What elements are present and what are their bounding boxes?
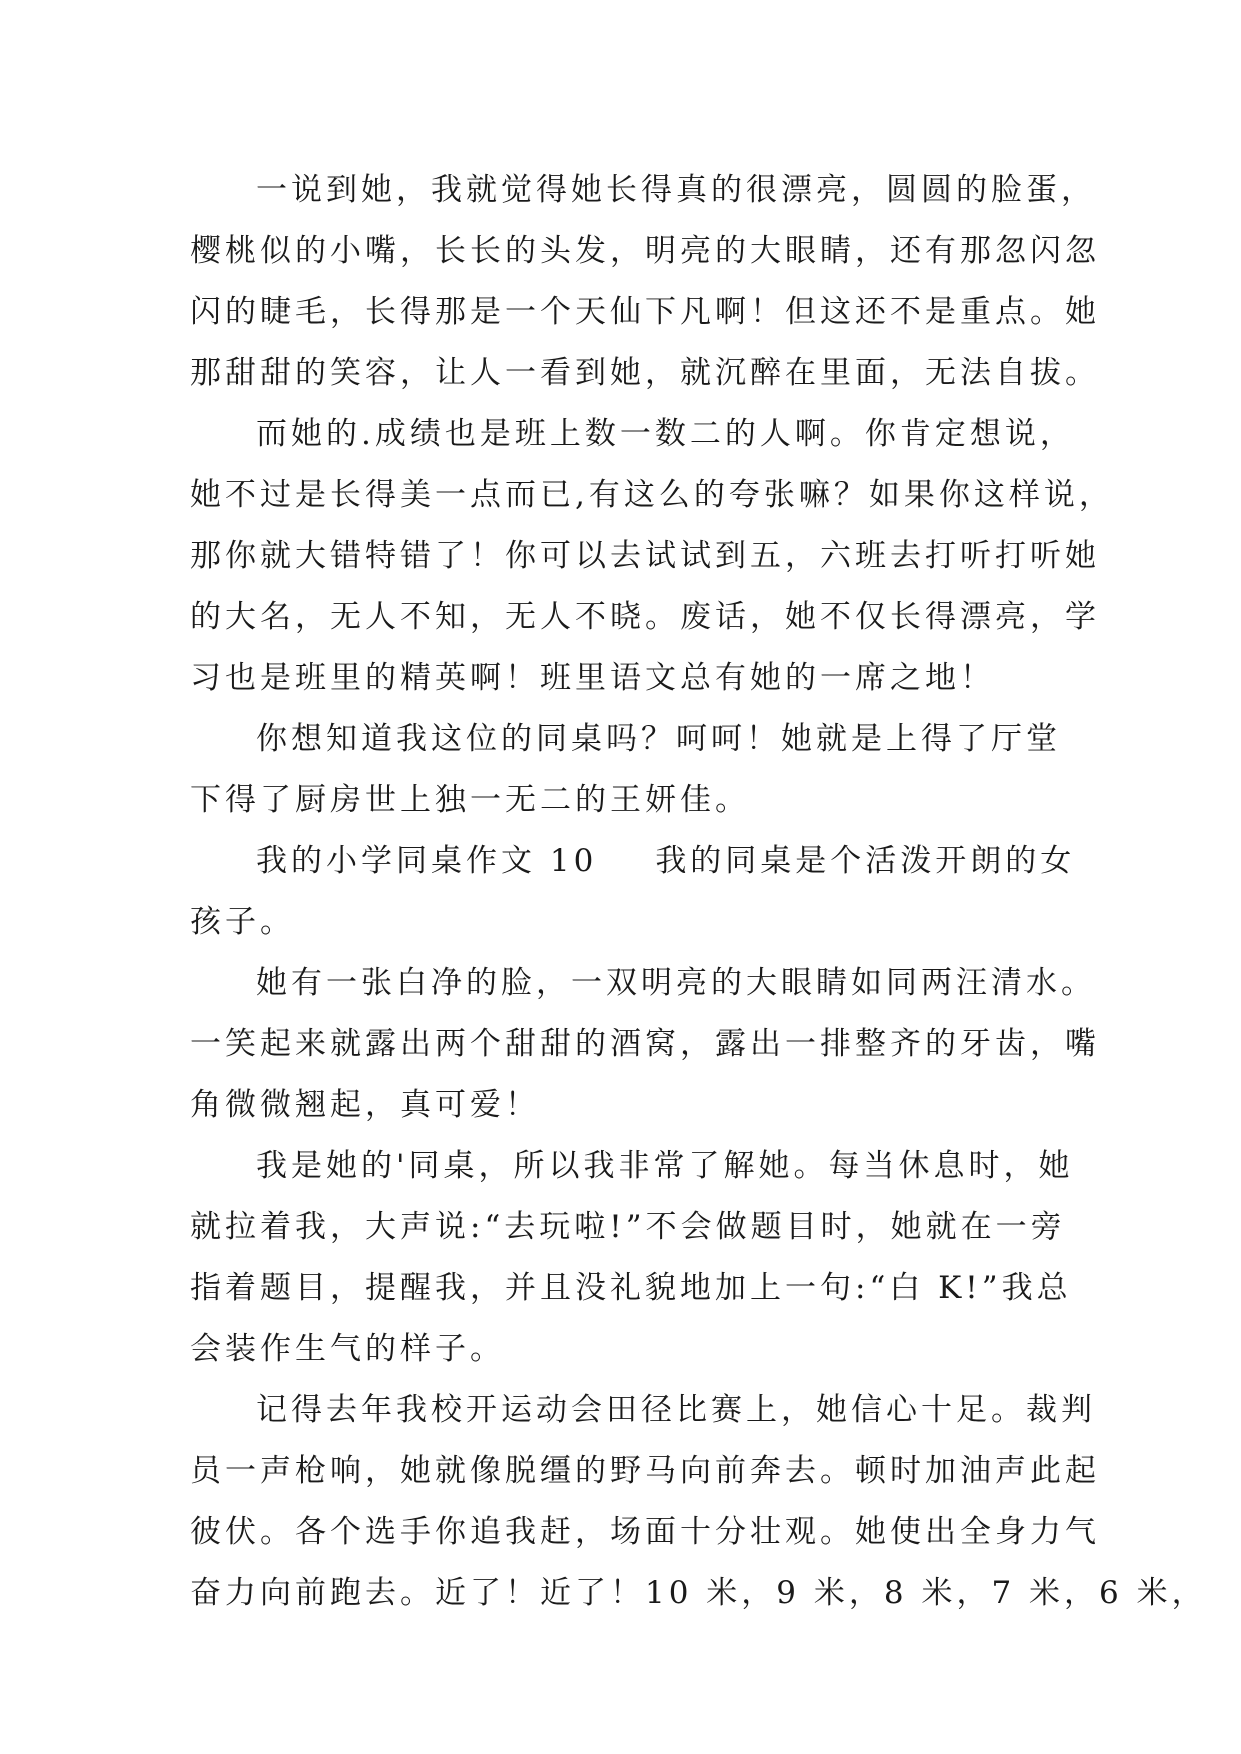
text-line: 习也是班里的精英啊！班里语文总有她的一席之地！	[190, 660, 995, 696]
text-line: 我是她的'同桌，所以我非常了解她。每当休息时，她	[256, 1148, 1074, 1184]
text-line: 你想知道我这位的同桌吗？呵呵！她就是上得了厅堂	[256, 721, 1061, 757]
text-line: 角微微翘起，真可爱！	[190, 1087, 540, 1123]
text-line: 一笑起来就露出两个甜甜的酒窝，露出一排整齐的牙齿，嘴	[190, 1026, 1100, 1062]
text-line: 一说到她，我就觉得她长得真的很漂亮，圆圆的脸蛋，	[256, 172, 1096, 208]
text-line: 就拉着我，大声说:“去玩啦!”不会做题目时，她就在一旁	[190, 1209, 1066, 1245]
essay-title: 我的小学同桌作文 10	[256, 843, 598, 879]
text-line: 她不过是长得美一点而已,有这么的夸张嘛？如果你这样说，	[190, 477, 1114, 513]
text-line: 樱桃似的小嘴，长长的头发，明亮的大眼睛，还有那忽闪忽	[190, 233, 1100, 269]
text-line: 会装作生气的样子。	[190, 1331, 505, 1367]
text-line: 而她的.成绩也是班上数一数二的人啊。你肯定想说，	[256, 416, 1075, 452]
text-line: 她有一张白净的脸，一双明亮的大眼睛如同两汪清水。	[256, 965, 1096, 1001]
text-line: 孩子。	[190, 904, 295, 940]
text-line: 闪的睫毛，长得那是一个天仙下凡啊！但这还不是重点。她	[190, 294, 1100, 330]
text-line: 那你就大错特错了！你可以去试试到五，六班去打听打听她	[190, 538, 1100, 574]
paragraph-start: 我的同桌是个活泼开朗的女	[655, 843, 1076, 879]
text-line: 那甜甜的笑容，让人一看到她，就沉醉在里面，无法自拔。	[190, 355, 1100, 391]
text-line: 指着题目，提醒我，并且没礼貌地加上一句:“白 K!”我总	[190, 1270, 1072, 1306]
text-line: 彼伏。各个选手你追我赶，场面十分壮观。她使出全身力气	[190, 1514, 1100, 1550]
essay-body	[190, 160, 1207, 1624]
heading-line	[190, 831, 1076, 892]
text-line: 奋力向前跑去。近了！近了！10 米，9 米，8 米，7 米，6 米，	[190, 1575, 1207, 1611]
text-line: 员一声枪响，她就像脱缰的野马向前奔去。顿时加油声此起	[190, 1453, 1100, 1489]
text-line: 下得了厨房世上独一无二的王妍佳。	[190, 782, 750, 818]
text-line: 记得去年我校开运动会田径比赛上，她信心十足。裁判	[256, 1392, 1096, 1428]
text-line: 的大名，无人不知，无人不晓。废话，她不仅长得漂亮，学	[190, 599, 1100, 635]
